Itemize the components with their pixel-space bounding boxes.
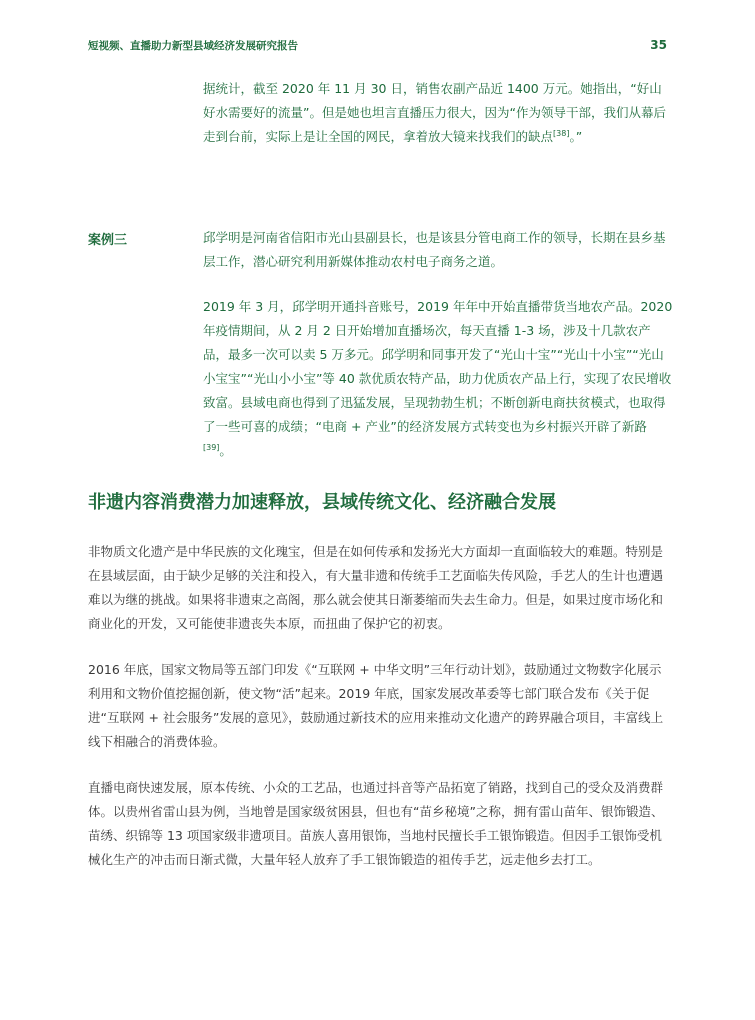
case3-paragraph-2-tail: 。 xyxy=(219,443,232,458)
case-continuation-tail: 。” xyxy=(569,129,583,144)
body-paragraph: 非物质文化遗产是中华民族的文化瑰宝，但是在如何传承和发扬光大方面却一直面临较大的难题。特别是在县域层面，由于缺少足够的关注和投入，有大量非遗和传统手工艺面临失传风险，手艺人的生计也遭遇难以为继的挑战。如果将非遗束之高阁，那么就会使其日渐萎缩而失去生命力。但是，如果过度市场化和商业化的开发，又可能使非遗丧失本原，而扭曲了保护它的初衷。 xyxy=(88,544,664,631)
case-continuation-paragraph xyxy=(203,77,673,149)
citation-39: [39] xyxy=(203,442,220,452)
body-paragraph: 直播电商快速发展，原本传统、小众的工艺品，也通过抖音等产品拓宽了销路，找到自己的受众及消费群体。以贵州省雷山县为例，当地曾是国家级贫困县，但也有“苗乡秘境”之称，拥有雷山苗年、银饰锻造、苗绣、织锦等 13 项国家级非遗项目。苗族人喜用银饰，当地村民擅长手工银饰锻造。但因手工银饰受机械化生产的冲击而日渐式微，大量年轻人放弃了手工银饰锻造的祖传手艺，远走他乡去打工。 xyxy=(88,780,664,867)
case3-paragraph-2 xyxy=(203,295,673,463)
citation-38: [38] xyxy=(553,128,570,138)
case-continuation-text: 据统计，截至 2020 年 11 月 30 日，销售农副产品近 1400 万元。她指出，“好山好水需要好的流量”。但是她也坦言直播压力很大，因为“作为领导干部，我们从幕后走到台前，实际上是让全国的网民，拿着放大镜来找我们的缺点 xyxy=(203,81,666,144)
report-title: 短视频、直播助力新型县域经济发展研究报告 xyxy=(88,40,298,52)
case3-paragraph-2-text: 2019 年 3 月，邱学明开通抖音账号，2019 年年中开始直播带货当地农产品。2020 年疫情期间，从 2 月 2 日开始增加直播场次，每天直播 1-3 场，涉及十几款农产品，最多一次可以卖 5 万多元。邱学明和同事开发了“光山十宝”“光山十小宝”“光山小宝宝”“光山小小宝”等 40 款优质农特产品，助力优质农产品上行，实现了农民增收致富。县域电商也得到了迅猛发展，呈现勃勃生机；不断创新电商扶贫模式，也取得了一些可喜的成绩；“电商 + 产业”的经济发展方式转变也为乡村振兴开辟了新路 xyxy=(203,299,673,434)
section-heading: 非遗内容消费潜力加速释放，县域传统文化、经济融合发展 xyxy=(88,492,556,513)
case3-paragraph-1: 邱学明是河南省信阳市光山县副县长，也是该县分管电商工作的领导，长期在县乡基层工作，潜心研究利用新媒体推动农村电子商务之道。 xyxy=(203,230,666,269)
case-label: 案例三 xyxy=(88,233,128,248)
page-number: 35 xyxy=(650,38,667,52)
body-paragraph: 2016 年底，国家文物局等五部门印发《“互联网 + 中华文明”三年行动计划》，鼓励通过文物数字化展示利用和文物价值挖掘创新，使文物“活”起来。2019 年底，国家发展改革委等七部门联合发布《关于促进“互联网 + 社会服务”发展的意见》，鼓励通过新技术的应用来推动文化遗产的跨界融合项目，丰富线上线下相融合的消费体验。 xyxy=(88,662,664,749)
page-header xyxy=(88,38,667,53)
